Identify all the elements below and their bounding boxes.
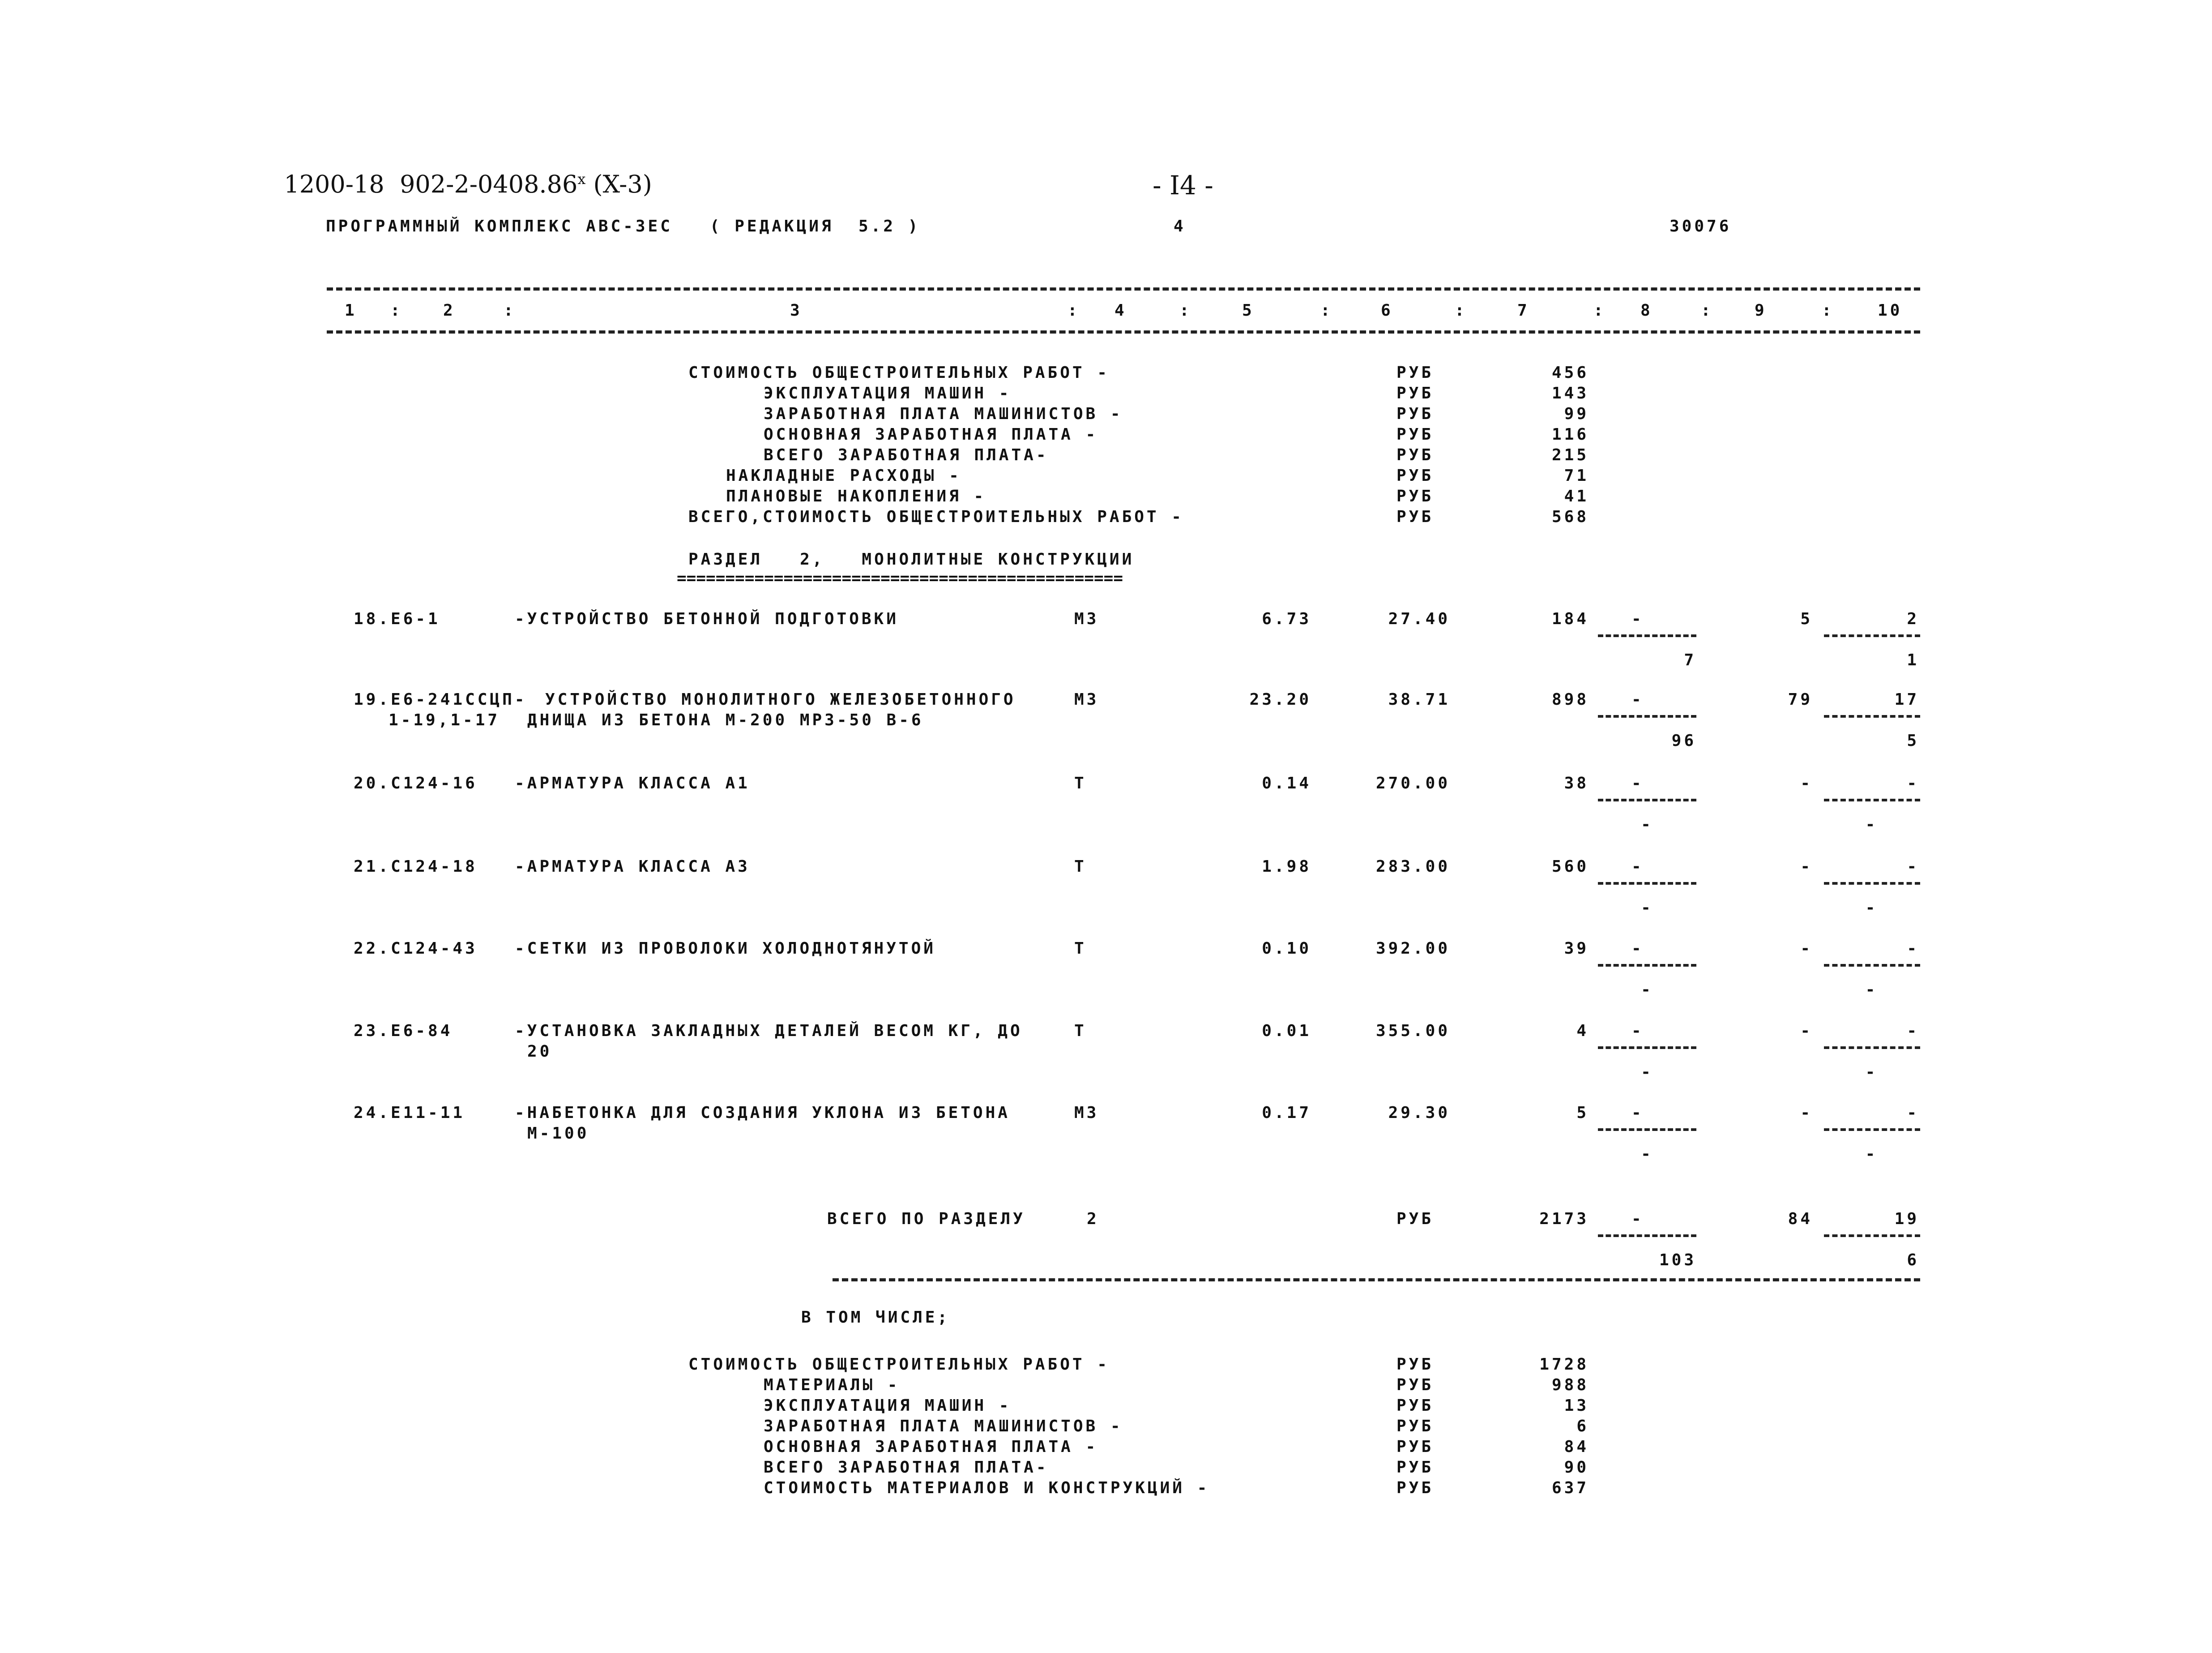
section-total-col8: - (1631, 1210, 1644, 1228)
item-col10-lower: 5 (1907, 732, 1919, 750)
section-total-rule (833, 1278, 1920, 1281)
item-description: -АРМАТУРА КЛАССА А1 (515, 774, 750, 792)
column-number: 9 (1755, 301, 1767, 320)
summary-unit: РУБ (1396, 1355, 1434, 1374)
summary-value: 1728 (1539, 1355, 1589, 1374)
header-top-rule (327, 287, 1920, 291)
item-total: 39 (1564, 939, 1589, 958)
column-separator: : (1701, 301, 1713, 320)
summary-unit: РУБ (1396, 364, 1434, 382)
section-total-label: ВСЕГО ПО РАЗДЕЛУ (827, 1210, 1025, 1228)
item-total: 38 (1564, 774, 1589, 792)
item-col8: - (1631, 939, 1644, 958)
summary-label: ВСЕГО ЗАРАБОТНАЯ ПЛАТА- (764, 446, 1049, 464)
summary-unit: РУБ (1396, 1417, 1434, 1435)
item-description: -НАБЕТОНКА ДЛЯ СОЗДАНИЯ УКЛОНА ИЗ БЕТОНА (515, 1104, 1010, 1122)
item-col8-rule (1598, 882, 1696, 885)
item-col10-rule (1824, 715, 1920, 718)
item-col8: - (1631, 1104, 1644, 1122)
item-description-cont: М-100 (527, 1124, 589, 1143)
summary-unit: РУБ (1396, 405, 1434, 423)
item-col9: - (1800, 1104, 1813, 1122)
item-unit-price: 392.00 (1375, 939, 1450, 958)
item-total: 5 (1576, 1104, 1589, 1122)
item-col9: 5 (1800, 610, 1813, 628)
item-col8-lower: - (1641, 1145, 1653, 1163)
sheet-number: 4 (1174, 217, 1186, 236)
item-col10-lower: - (1865, 981, 1878, 999)
stamp-tail: (X-3) (593, 170, 652, 198)
summary-value: 71 (1564, 467, 1589, 485)
section-total-col10-lower: 6 (1907, 1251, 1919, 1269)
item-col8-rule (1598, 964, 1696, 967)
item-col8-rule (1598, 634, 1696, 637)
item-code: 21.С124-18 (354, 857, 478, 876)
item-col10: - (1907, 1022, 1919, 1040)
item-col10: - (1907, 857, 1919, 876)
column-separator: : (390, 301, 403, 320)
item-col8-rule (1598, 1128, 1696, 1131)
summary-value: 116 (1551, 425, 1589, 444)
item-quantity: 0.14 (1262, 774, 1311, 792)
item-unit-price: 355.00 (1375, 1022, 1450, 1040)
column-number: 3 (790, 301, 803, 320)
item-code: 18.Е6-1 (354, 610, 440, 628)
item-col8-rule (1598, 715, 1696, 718)
item-unit-price: 29.30 (1388, 1104, 1450, 1122)
section-total-col8-lower: 103 (1659, 1251, 1696, 1269)
section-title: РАЗДЕЛ 2, МОНОЛИТНЫЕ КОНСТРУКЦИИ (688, 550, 1135, 569)
item-unit: М3 (1074, 610, 1099, 628)
item-description-cont: ДНИЩА ИЗ БЕТОНА М-200 МРЗ-50 В-6 (527, 711, 924, 729)
item-description: УСТРОЙСТВО МОНОЛИТНОГО ЖЕЛЕЗОБЕТОННОГО (545, 690, 1016, 709)
item-col8-rule (1598, 799, 1696, 801)
item-col10-lower: 1 (1907, 651, 1919, 669)
summary-value: 637 (1551, 1479, 1589, 1497)
summary-unit: РУБ (1396, 446, 1434, 464)
item-unit-price: 270.00 (1375, 774, 1450, 792)
document-stamp (269, 148, 652, 197)
item-col8-lower: - (1641, 899, 1653, 917)
document-number: 30076 (1670, 217, 1732, 236)
item-total: 4 (1576, 1022, 1589, 1040)
item-quantity: 0.17 (1262, 1104, 1311, 1122)
summary-unit: РУБ (1396, 1479, 1434, 1497)
summary-unit: РУБ (1396, 508, 1434, 526)
item-col8-lower: - (1641, 815, 1653, 834)
summary-unit: РУБ (1396, 425, 1434, 444)
summary-unit: РУБ (1396, 1458, 1434, 1477)
item-col10-lower: - (1865, 1145, 1878, 1163)
item-unit: Т (1074, 857, 1087, 876)
column-number: 4 (1115, 301, 1127, 320)
column-number: 2 (443, 301, 456, 320)
item-col9: - (1800, 939, 1813, 958)
column-number: 5 (1242, 301, 1255, 320)
item-col8: - (1631, 1022, 1644, 1040)
summary-value: 13 (1564, 1396, 1589, 1415)
column-separator: : (1179, 301, 1192, 320)
summary-label: СТОИМОСТЬ ОБЩЕСТРОИТЕЛЬНЫХ РАБОТ - (688, 364, 1110, 382)
item-col10: 2 (1907, 610, 1919, 628)
item-col8-lower: - (1641, 981, 1653, 999)
summary-value: 456 (1551, 364, 1589, 382)
summary-label: ОСНОВНАЯ ЗАРАБОТНАЯ ПЛАТА - (764, 1438, 1098, 1456)
summary-label: ПЛАНОВЫЕ НАКОПЛЕНИЯ - (726, 487, 986, 505)
item-col9: 79 (1788, 690, 1813, 709)
stamp-code: 1200-18 (284, 170, 384, 198)
summary-unit: РУБ (1396, 384, 1434, 403)
summary-unit: РУБ (1396, 1376, 1434, 1394)
summary-unit: РУБ (1396, 1396, 1434, 1415)
item-col10: - (1907, 939, 1919, 958)
item-col9: - (1800, 857, 1813, 876)
section-underline: ============================================== (677, 569, 1123, 587)
item-col8-lower: - (1641, 1063, 1653, 1081)
item-total: 560 (1551, 857, 1589, 876)
column-number: 10 (1878, 301, 1903, 320)
item-col9: - (1800, 1022, 1813, 1040)
stamp-sup: x (577, 171, 586, 188)
item-total: 898 (1551, 690, 1589, 709)
summary-unit: РУБ (1396, 467, 1434, 485)
item-col8: - (1631, 857, 1644, 876)
section-total-col8-rule (1598, 1234, 1696, 1237)
summary-value: 215 (1551, 446, 1589, 464)
item-unit-price: 38.71 (1388, 690, 1450, 709)
item-col10: - (1907, 1104, 1919, 1122)
summary-label: ВСЕГО ЗАРАБОТНАЯ ПЛАТА- (764, 1458, 1049, 1477)
item-description: -УСТРОЙСТВО БЕТОННОЙ ПОДГОТОВКИ (515, 610, 899, 628)
item-quantity: 1.98 (1262, 857, 1311, 876)
item-description: -АРМАТУРА КЛАССА А3 (515, 857, 750, 876)
section-total-col10-rule (1824, 1234, 1920, 1237)
including-label: В ТОМ ЧИСЛЕ; (801, 1308, 950, 1327)
summary-label: ЭКСПЛУАТАЦИЯ МАШИН - (764, 1396, 1012, 1415)
item-col9: - (1800, 774, 1813, 792)
item-code-cont: 1-19,1-17 (389, 711, 500, 729)
item-col10-rule (1824, 882, 1920, 885)
summary-label: МАТЕРИАЛЫ - (764, 1376, 900, 1394)
item-quantity: 0.10 (1262, 939, 1311, 958)
item-code: 22.С124-43 (354, 939, 478, 958)
item-col10: - (1907, 774, 1919, 792)
item-unit-price: 283.00 (1375, 857, 1450, 876)
summary-value: 568 (1551, 508, 1589, 526)
item-unit: Т (1074, 774, 1087, 792)
item-total: 184 (1551, 610, 1589, 628)
item-description-cont: 20 (527, 1042, 552, 1061)
item-col10-rule (1824, 799, 1920, 801)
summary-value: 988 (1551, 1376, 1589, 1394)
item-col8-lower: 7 (1684, 651, 1696, 669)
program-title: ПРОГРАММНЫЙ КОМПЛЕКС АВС-ЗЕС ( РЕДАКЦИЯ 5.2 ) (326, 217, 921, 236)
item-description: -СЕТКИ ИЗ ПРОВОЛОКИ ХОЛОДНОТЯНУТОЙ (515, 939, 936, 958)
item-quantity: 0.01 (1262, 1022, 1311, 1040)
header-bottom-rule (327, 330, 1920, 334)
column-number: 8 (1640, 301, 1653, 320)
item-col8-rule (1598, 1046, 1696, 1049)
column-separator: : (1320, 301, 1333, 320)
summary-label: НАКЛАДНЫЕ РАСХОДЫ - (726, 467, 961, 485)
item-col10-rule (1824, 1128, 1920, 1131)
summary-label: ЗАРАБОТНАЯ ПЛАТА МАШИНИСТОВ - (764, 1417, 1123, 1435)
summary-value: 143 (1551, 384, 1589, 403)
section-total-col10: 19 (1894, 1210, 1919, 1228)
summary-value: 84 (1564, 1438, 1589, 1456)
item-col10-rule (1824, 964, 1920, 967)
item-code: 19.Е6-241ССЦП- (354, 690, 527, 709)
summary-label: ЭКСПЛУАТАЦИЯ МАШИН - (764, 384, 1012, 403)
item-unit: Т (1074, 1022, 1087, 1040)
summary-value: 41 (1564, 487, 1589, 505)
summary-value: 90 (1564, 1458, 1589, 1477)
item-col8: - (1631, 610, 1644, 628)
summary-value: 99 (1564, 405, 1589, 423)
summary-label: СТОИМОСТЬ МАТЕРИАЛОВ И КОНСТРУКЦИЙ - (764, 1479, 1210, 1497)
summary-value: 6 (1576, 1417, 1589, 1435)
item-col10-lower: - (1865, 1063, 1878, 1081)
summary-label: СТОИМОСТЬ ОБЩЕСТРОИТЕЛЬНЫХ РАБОТ - (688, 1355, 1110, 1374)
column-separator: : (504, 301, 516, 320)
item-unit-price: 27.40 (1388, 610, 1450, 628)
item-description: -УСТАНОВКА ЗАКЛАДНЫХ ДЕТАЛЕЙ ВЕСОМ КГ, ДО (515, 1022, 1023, 1040)
summary-unit: РУБ (1396, 1438, 1434, 1456)
item-col10: 17 (1894, 690, 1919, 709)
item-unit: М3 (1074, 1104, 1099, 1122)
item-col10-lower: - (1865, 815, 1878, 834)
page-number: - I4 - (1153, 170, 1213, 201)
item-quantity: 6.73 (1262, 610, 1311, 628)
section-total-number: 2 (1087, 1210, 1099, 1228)
column-separator: : (1455, 301, 1467, 320)
item-unit: Т (1074, 939, 1087, 958)
item-code: 20.С124-16 (354, 774, 478, 792)
item-code: 23.Е6-84 (354, 1022, 453, 1040)
column-number: 1 (345, 301, 357, 320)
item-unit: М3 (1074, 690, 1099, 709)
item-quantity: 23.20 (1249, 690, 1311, 709)
item-col8-lower: 96 (1671, 732, 1696, 750)
item-col10-lower: - (1865, 899, 1878, 917)
column-separator: : (1068, 301, 1080, 320)
summary-unit: РУБ (1396, 487, 1434, 505)
column-number: 6 (1381, 301, 1393, 320)
item-code: 24.Е11-11 (354, 1104, 465, 1122)
summary-label: ОСНОВНАЯ ЗАРАБОТНАЯ ПЛАТА - (764, 425, 1098, 444)
column-separator: : (1822, 301, 1834, 320)
summary-label: ЗАРАБОТНАЯ ПЛАТА МАШИНИСТОВ - (764, 405, 1123, 423)
column-separator: : (1593, 301, 1606, 320)
section-total-value: 2173 (1539, 1210, 1589, 1228)
item-col10-rule (1824, 1046, 1920, 1049)
section-total-unit: РУБ (1396, 1210, 1434, 1228)
summary-label: ВСЕГО,СТОИМОСТЬ ОБЩЕСТРОИТЕЛЬНЫХ РАБОТ - (688, 508, 1184, 526)
section-total-col9: 84 (1788, 1210, 1813, 1228)
item-col8: - (1631, 690, 1644, 709)
column-number: 7 (1517, 301, 1530, 320)
item-col8: - (1631, 774, 1644, 792)
stamp-doc: 902-2-0408.86 (400, 170, 578, 198)
item-col10-rule (1824, 634, 1920, 637)
